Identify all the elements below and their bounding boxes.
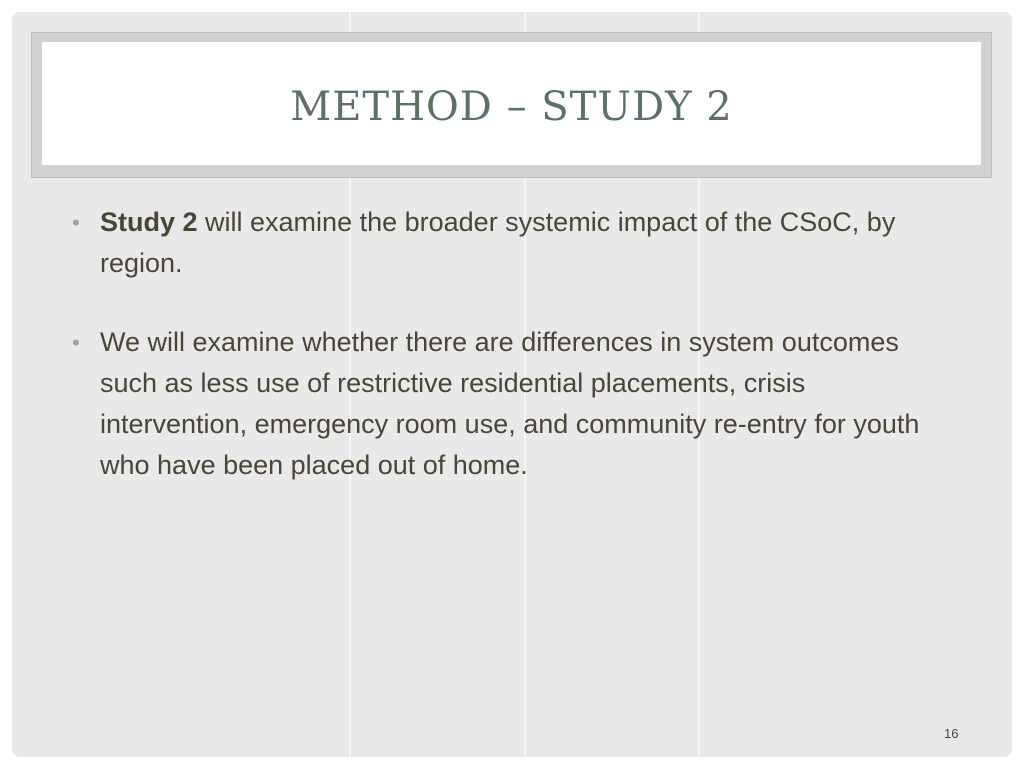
bullet-text: We will examine whether there are differences in system outcomes such as less use of restrictive residential placements, crisis intervention, emergency room use, and community re-entry for youth who have been placed out of home. (100, 327, 920, 480)
bullet-item (72, 202, 952, 284)
bullet-item (72, 322, 952, 486)
bullet-icon: • (72, 330, 80, 355)
slide-title: METHOD – STUDY 2 (290, 83, 733, 130)
bullet-bold-text: Study 2 (100, 207, 198, 237)
content-area (72, 202, 952, 524)
page-number: 16 (944, 726, 959, 741)
bullet-icon: • (72, 210, 80, 235)
title-box (42, 42, 981, 165)
slide (12, 12, 1012, 757)
title-frame (31, 32, 992, 178)
bullet-text: will examine the broader systemic impact of the CSoC, by region. (100, 207, 896, 278)
